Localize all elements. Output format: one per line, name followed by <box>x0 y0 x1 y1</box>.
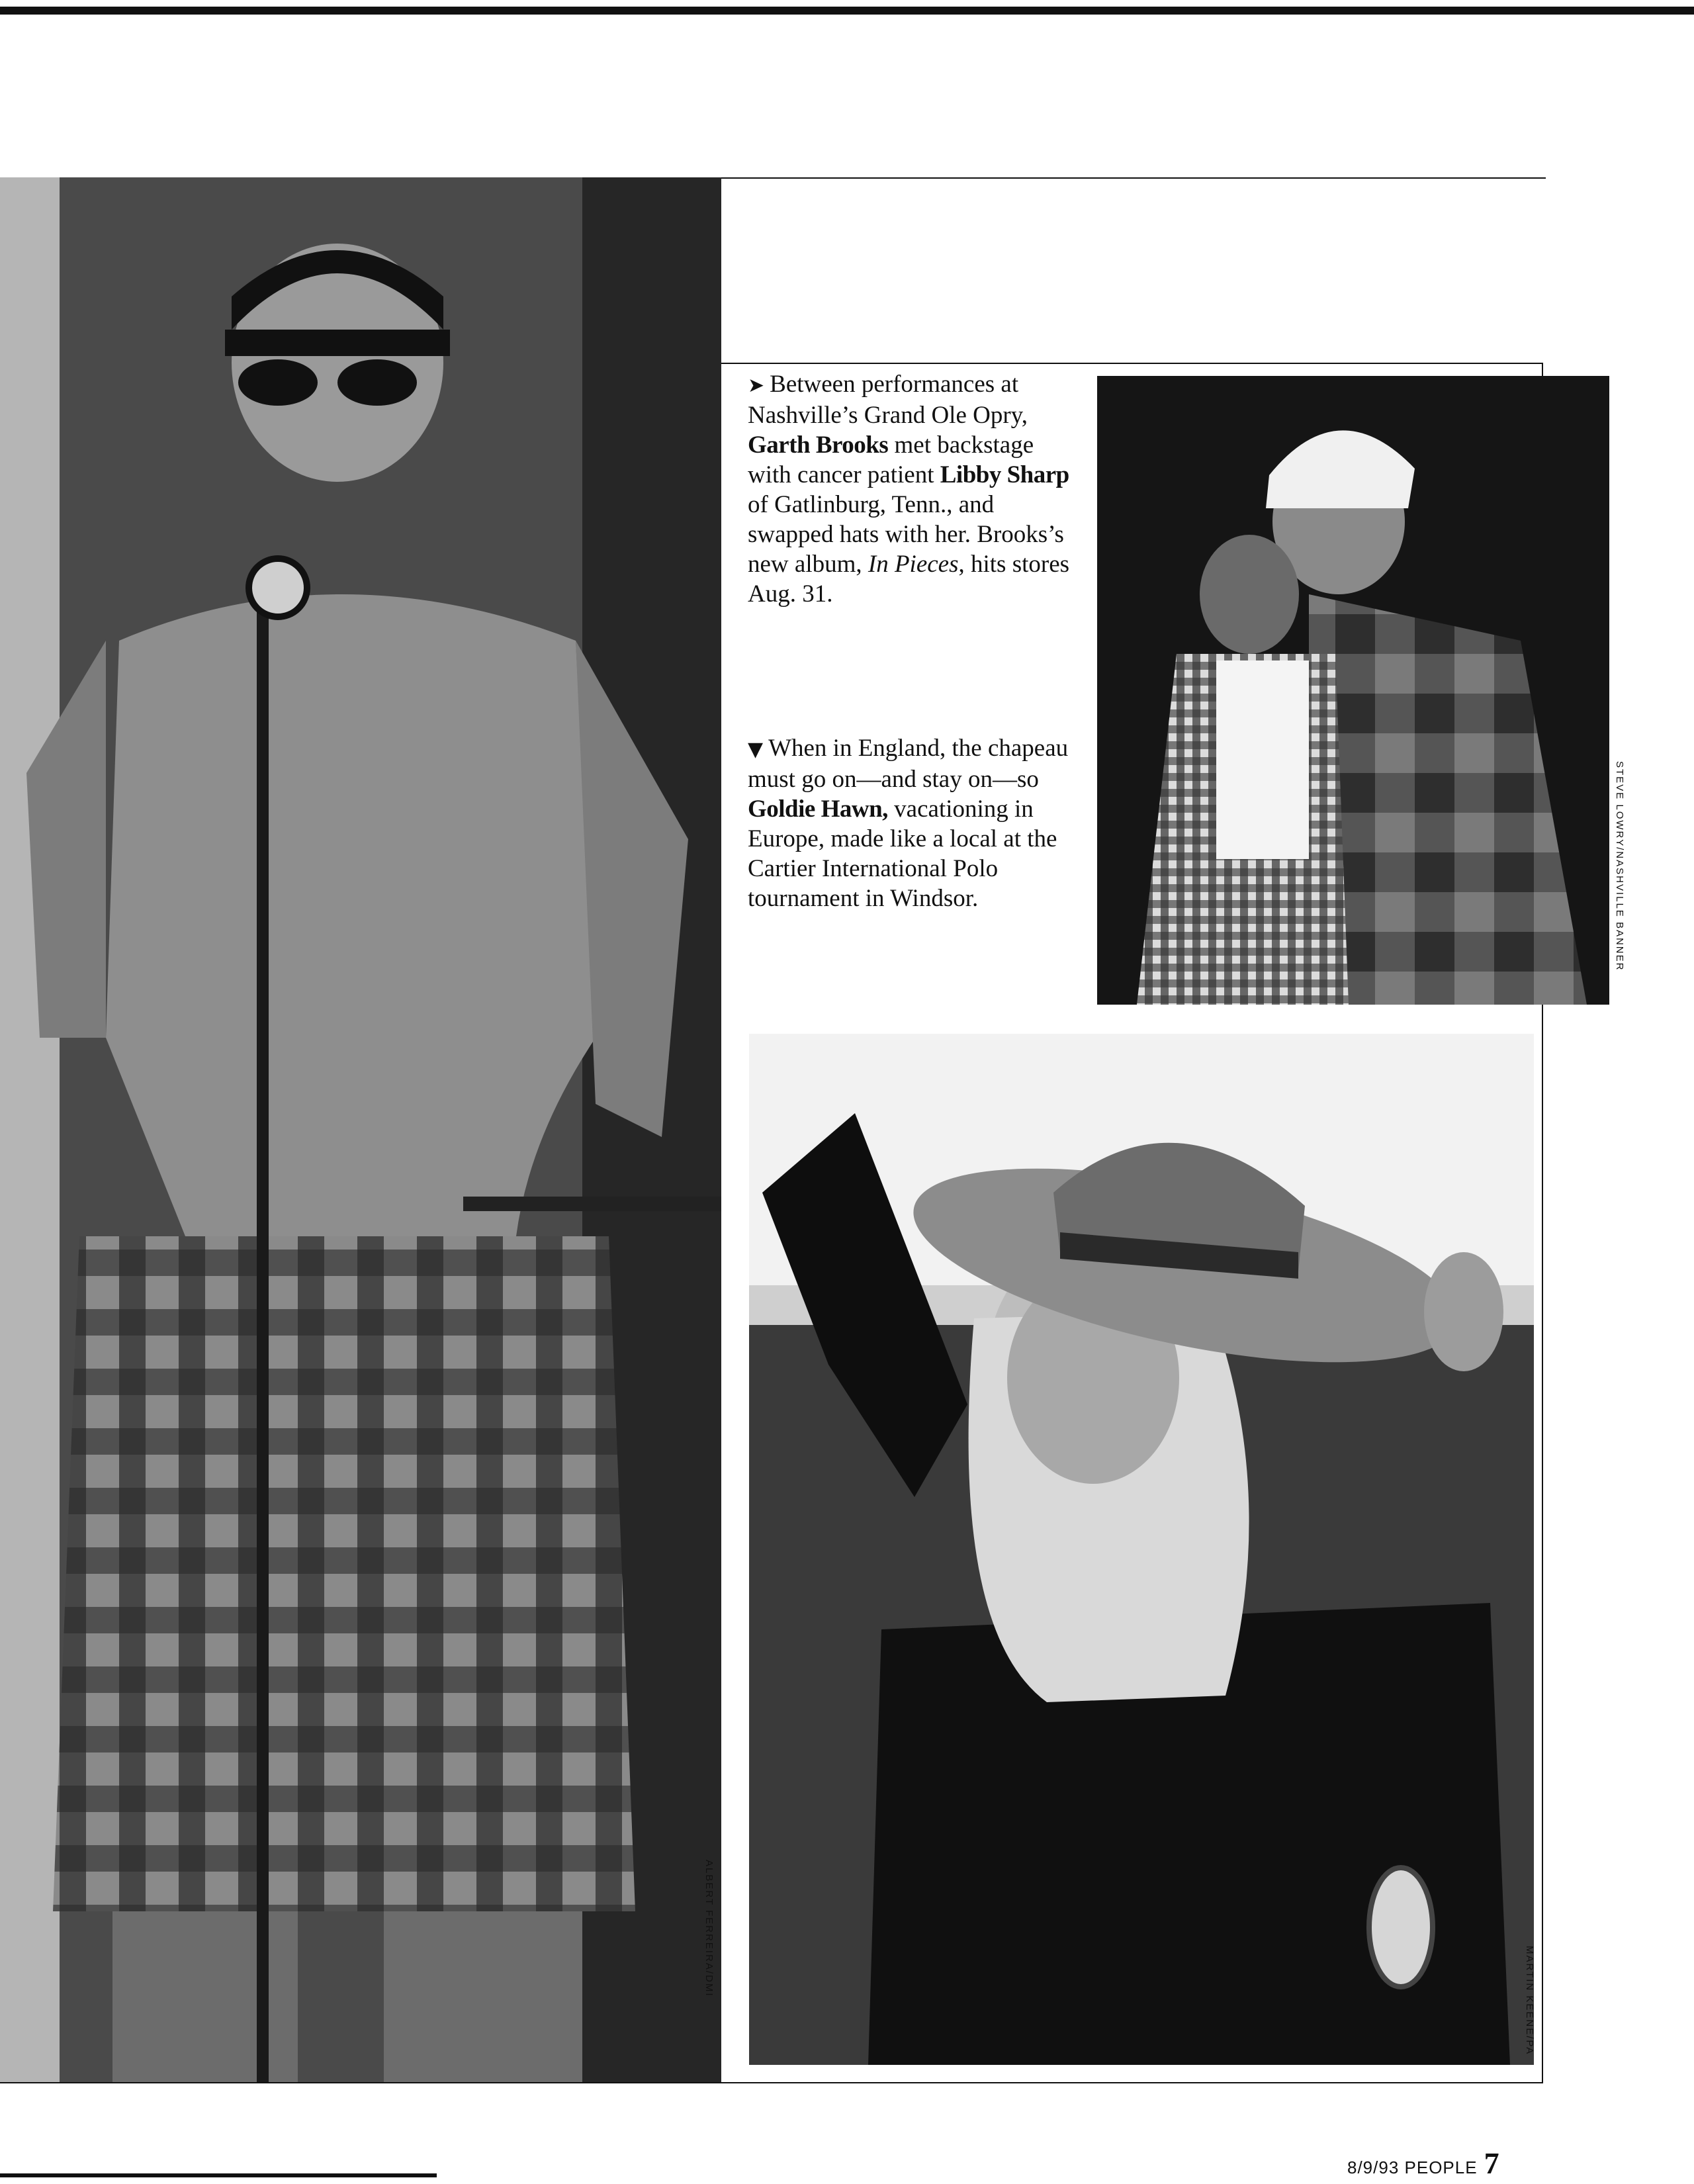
brooks-photo-credit: STEVE LOWRY/NASHVILLE BANNER <box>1614 761 1625 972</box>
hawn-caption-text-2: vacationing in Europe, made like a local at the Cartier International Polo tournament in Windsor. <box>748 796 1057 912</box>
album-title: In Pieces <box>868 551 959 578</box>
singer-photo <box>0 177 721 2082</box>
section-bottom-rule <box>0 2082 1543 2083</box>
top-border-rule <box>0 7 1694 15</box>
brooks-caption-text-2: met backstage with cancer patient <box>748 432 1034 488</box>
singer-photo-credit: ALBERT FERREIRA/DMI <box>703 1860 715 1997</box>
down-arrow-icon: ▼ <box>748 738 764 761</box>
brooks-caption <box>748 369 1079 609</box>
hawn-photo-credit: MARTIN KEENE/PA <box>1524 1946 1535 2056</box>
bottom-corner-rule <box>0 2173 437 2177</box>
brooks-caption-text-1: Between performances at Nashville’s Grand Ole Opry, <box>748 371 1028 429</box>
libby-sharp-name: Libby Sharp <box>940 461 1069 488</box>
page-number: 7 <box>1484 2146 1500 2180</box>
issue-date: 8/9/93 PEOPLE <box>1347 2158 1478 2177</box>
hawn-caption <box>748 733 1079 913</box>
garth-brooks-name: Garth Brooks <box>748 432 889 459</box>
hawn-photo <box>749 1034 1534 2065</box>
goldie-hawn-name: Goldie Hawn, <box>748 796 888 823</box>
brooks-sharp-photo <box>1097 376 1609 1005</box>
brooks-caption-text-4: , hits stores Aug. 31. <box>748 551 1070 608</box>
caption-box-top-rule <box>721 363 1543 364</box>
page-folio <box>1347 2146 1500 2181</box>
brooks-caption-text-3: of Gatlinburg, Tenn., and swapped hats with her. Brooks’s new album, <box>748 491 1064 578</box>
right-arrow-icon: ➤ <box>748 374 765 397</box>
hawn-caption-text-1: When in England, the chapeau must go on—and stay on—so <box>748 735 1069 793</box>
